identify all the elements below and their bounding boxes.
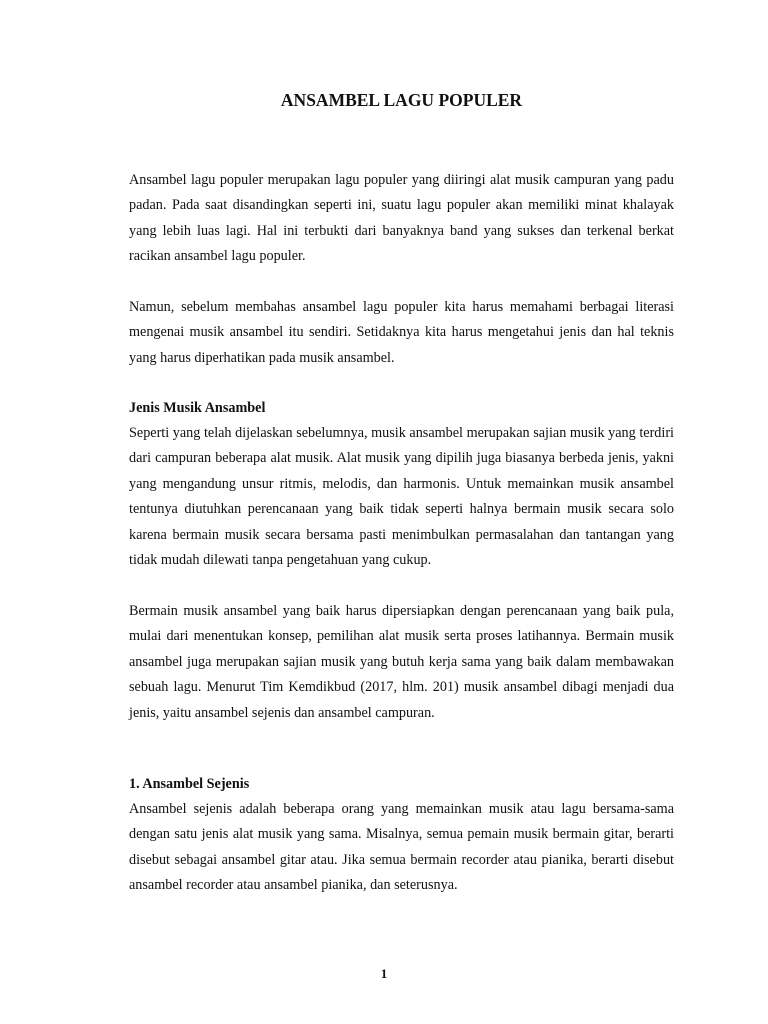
paragraph-bermain-ansambel: Bermain musik ansambel yang baik harus dipersiapkan dengan perencanaan yang baik pula, mulai dari menentukan konsep, pemilihan alat musik serta proses latihannya. Bermain musik ansambel juga merupakan sajian musik yang butuh kerja sama yang baik dalam membawakan sebuah lagu. Menurut Tim Kemdikbud (2017, hlm. 201) musik ansambel dibagi menjadi dua jenis, yaitu ansambel sejenis dan ansambel campuran. bbox=[129, 603, 674, 721]
page-number: 1 bbox=[380, 966, 388, 981]
document-title: ANSAMBEL LAGU POPULER bbox=[280, 90, 523, 110]
heading-ansambel-sejenis: 1. Ansambel Sejenis bbox=[129, 776, 250, 792]
paragraph-literasi: Namun, sebelum membahas ansambel lagu populer kita harus memahami berbagai literasi mengenai musik ansambel itu sendiri. Setidaknya kita harus mengetahui jenis dan hal teknis yang harus diperhatikan pada musik ansambel. bbox=[129, 299, 674, 366]
paragraph-jenis-musik: Seperti yang telah dijelaskan sebelumnya, musik ansambel merupakan sajian musik yang terdiri dari campuran beberapa alat musik. Alat musik yang dipilih juga biasanya berbeda jenis, yakni yang mengandung unsur ritmis, melodis, dan harmonis. Untuk memainkan musik ansambel tentunya diutuhkan perencanaan yang baik tidak seperti halnya bermain musik secara solo karena bermain musik secara bersama pasti menimbulkan permasalahan dan tantangan yang tidak mudah dilewati tanpa pengetahuan yang cukup. bbox=[129, 425, 674, 569]
heading-jenis-musik-ansambel: Jenis Musik Ansambel bbox=[129, 400, 266, 416]
paragraph-intro: Ansambel lagu populer merupakan lagu populer yang diiringi alat musik campuran yang padu padan. Pada saat disandingkan seperti ini, suatu lagu populer akan memiliki minat khalayak yang lebih luas lagi. Hal ini terbukti dari banyaknya band yang sukses dan terkenal berkat racikan ansambel lagu populer. bbox=[129, 172, 674, 265]
paragraph-ansambel-sejenis: Ansambel sejenis adalah beberapa orang yang memainkan musik atau lagu bersama-sama dengan satu jenis alat musik yang sama. Misalnya, semua pemain musik bermain gitar, berarti disebut sebagai ansambel gitar atau. Jika semua bermain recorder atau pianika, berarti disebut ansambel recorder atau ansambel pianika, dan seterusnya. bbox=[129, 801, 674, 894]
